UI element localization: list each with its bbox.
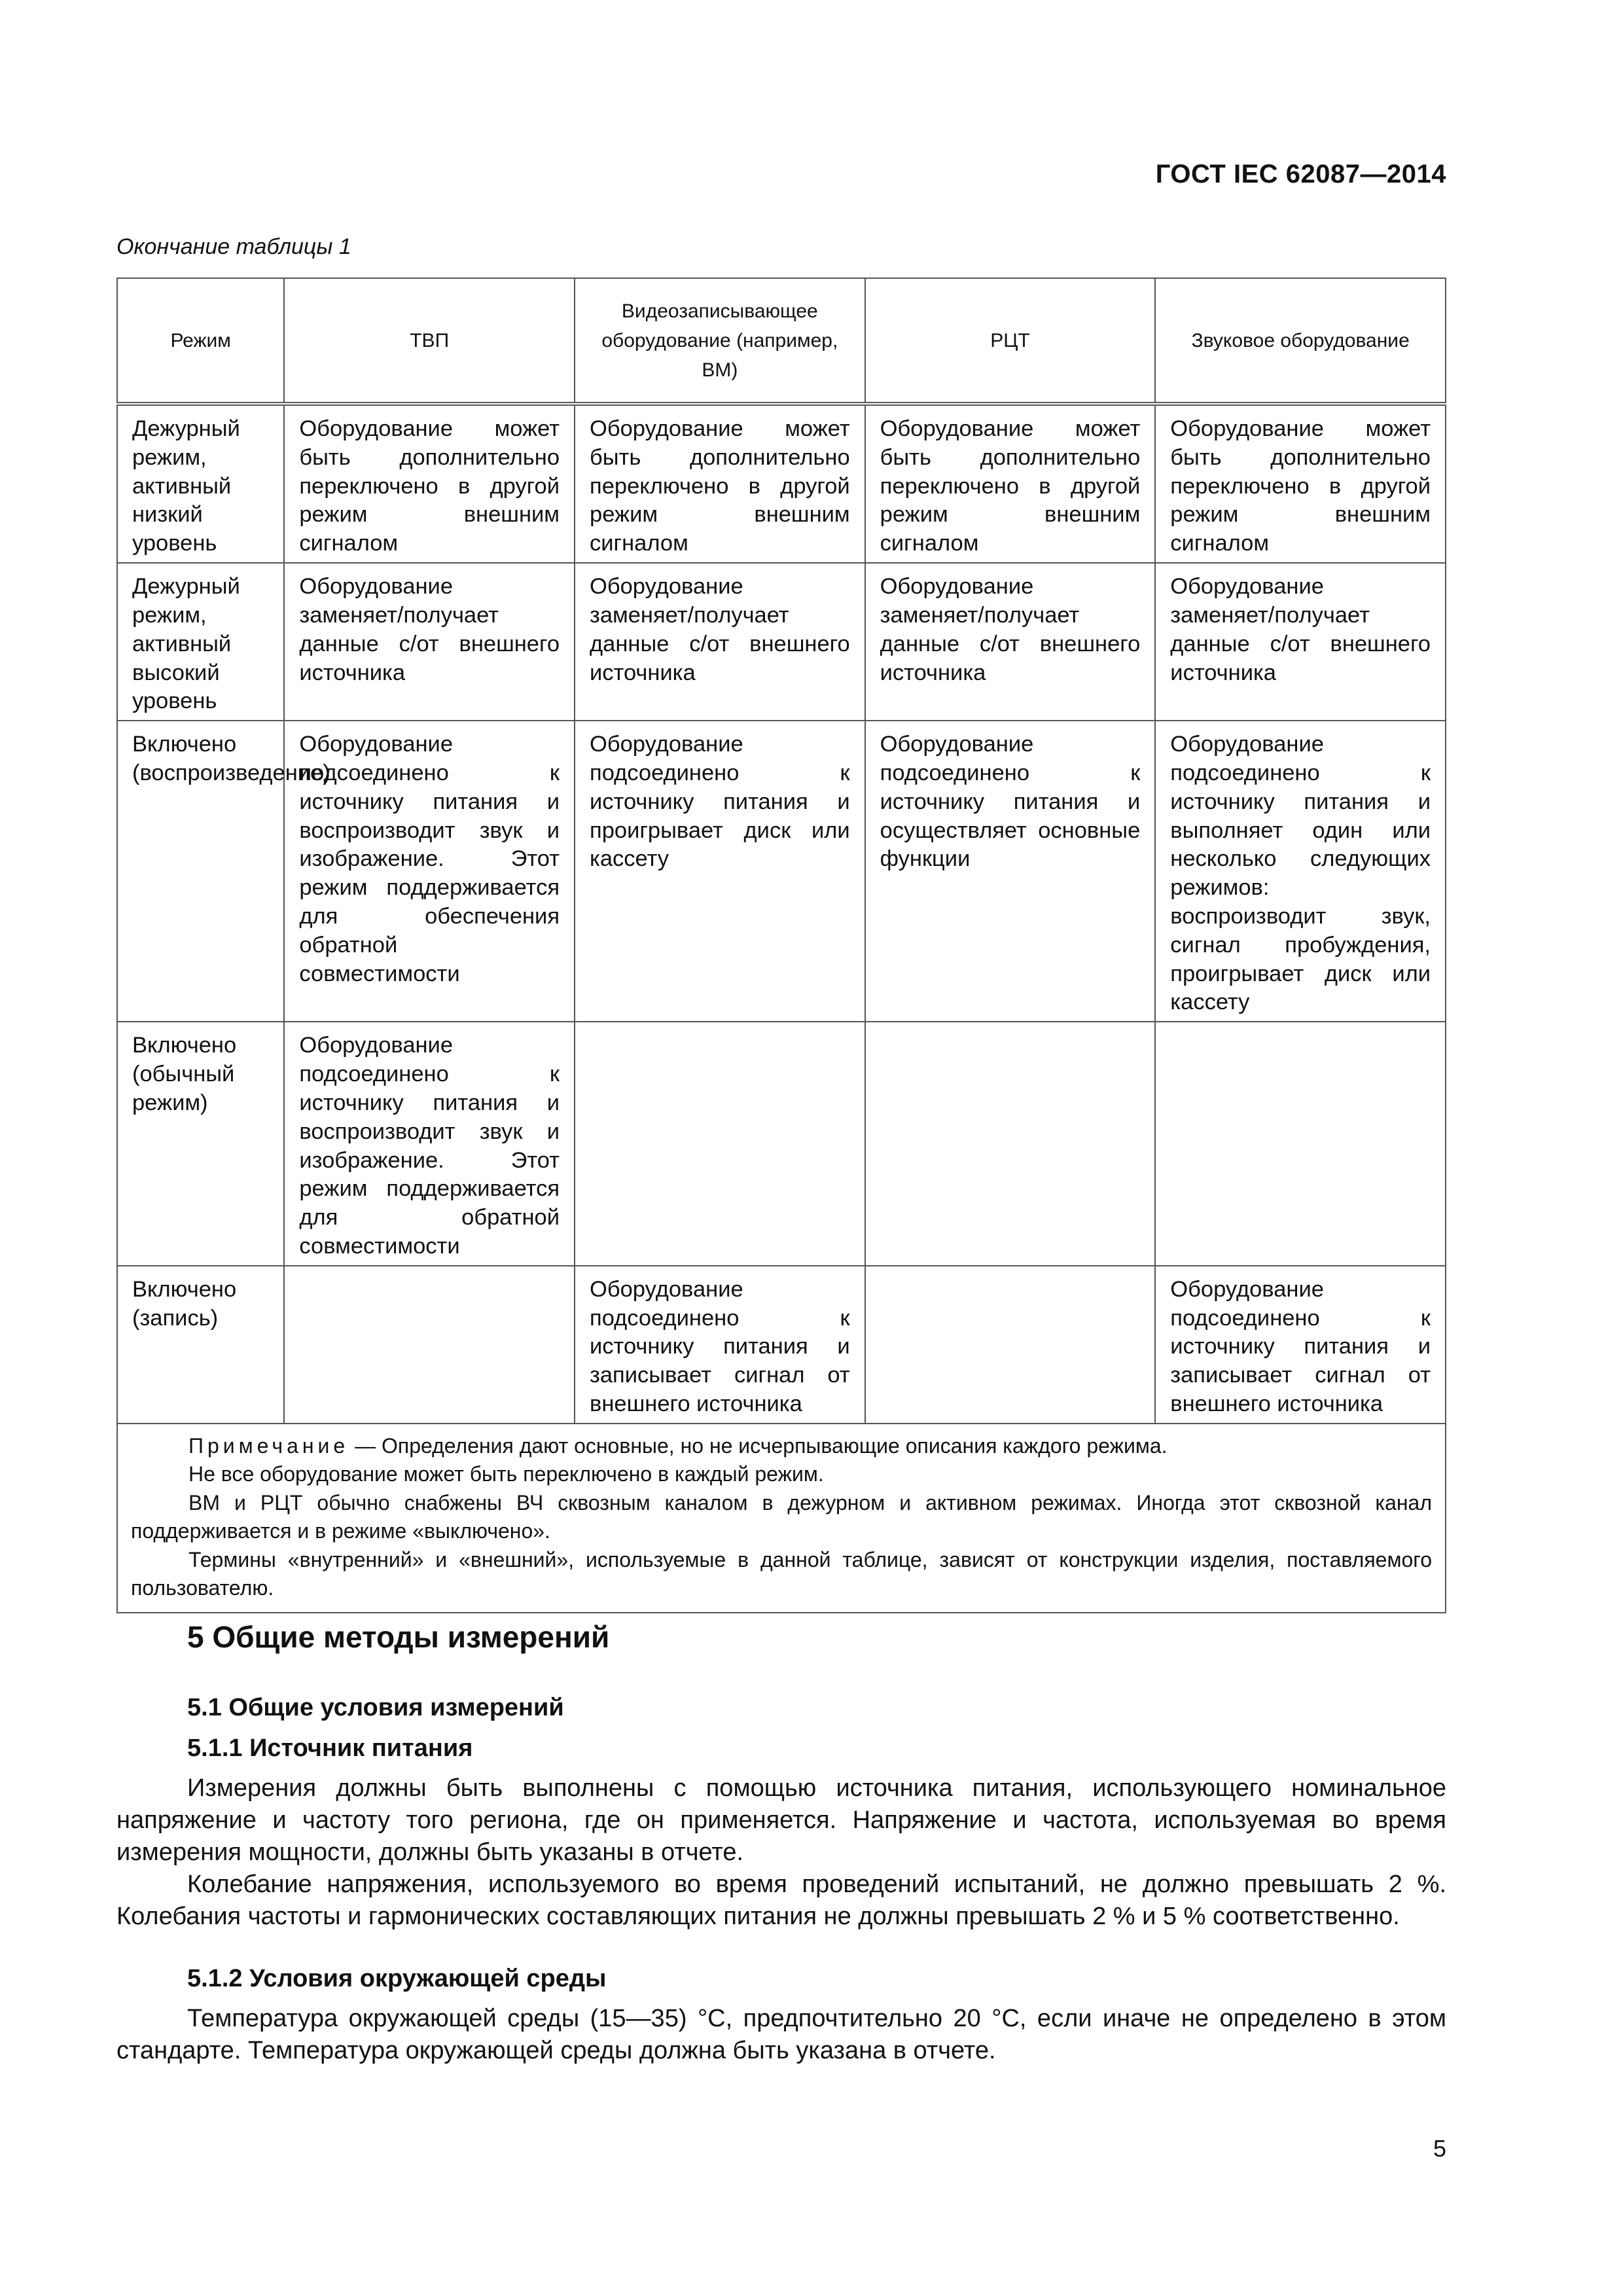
column-header-mode: Режим	[117, 278, 284, 404]
row-mode-cell: Включено (запись)	[117, 1266, 284, 1424]
paragraph: Измерения должны быть выполнены с помощью источника питания, использующего номинальное напряжение и частоту того региона, где он применяется. Напряжение и частота, используемая во время измерения мощности, должны быть указаны в отчете.	[116, 1774, 1446, 1867]
paragraph: Температура окружающей среды (15—35) °С, предпочтительно 20 °С, если иначе не определено в этом стандарте. Температура окружающей среды должна быть указана в отчете.	[116, 2005, 1446, 2065]
environment-paragraphs	[116, 2003, 1446, 2067]
table-cell	[865, 1022, 1156, 1266]
table-cell	[1155, 1022, 1446, 1266]
table-cell: Оборудование может быть дополнительно переключено в другой режим внешним сигналом	[865, 404, 1156, 563]
modes-table-container	[116, 278, 1446, 1613]
table-cell: Оборудование подсоединено к источнику питания и воспроизводит звук и изображение. Этот режим поддерживается для обратной совместимости	[284, 1022, 575, 1266]
table-cell	[575, 1022, 865, 1266]
table-cell: Оборудование подсоединено к источнику питания и выполняет один или несколько следующих режимов: воспроизводит звук, сигнал пробуждения, проигрывает диск или кассету	[1155, 721, 1446, 1022]
table-caption: Окончание таблицы 1	[116, 234, 351, 259]
table-row	[117, 1266, 1446, 1424]
note-first-text: — Определения дают основные, но не исчерпывающие описания каждого режима.	[349, 1433, 1168, 1458]
subsection-heading-5-1-1: 5.1.1 Источник питания	[187, 1734, 473, 1762]
power-supply-paragraphs	[116, 1772, 1446, 1933]
table-cell: Оборудование подсоединено к источнику питания и записывает сигнал от внешнего источника	[575, 1266, 865, 1424]
subsection-heading-5-1: 5.1 Общие условия измерений	[187, 1694, 564, 1721]
table-cell: Оборудование может быть дополнительно переключено в другой режим внешним сигналом	[284, 404, 575, 563]
row-mode-cell: Включено (воспроизведение)	[117, 721, 284, 1022]
table-cell: Оборудование подсоединено к источнику питания и воспроизводит звук и изображение. Этот режим поддерживается для обеспечения обратной совместимости	[284, 721, 575, 1022]
table-header-row	[117, 278, 1446, 404]
page-number: 5	[1433, 2135, 1446, 2162]
table-cell: Оборудование может быть дополнительно переключено в другой режим внешним сигналом	[575, 404, 865, 563]
table-row	[117, 1022, 1446, 1266]
note-line: Не все оборудование может быть переключено в каждый режим.	[188, 1462, 824, 1486]
modes-table	[116, 278, 1446, 1613]
table-cell: Оборудование подсоединено к источнику питания и записывает сигнал от внешнего источника	[1155, 1266, 1446, 1424]
table-cell: Оборудование может быть дополнительно переключено в другой режим внешним сигналом	[1155, 404, 1446, 563]
table-cell: Оборудование заменяет/получает данные с/от внешнего источника	[865, 563, 1156, 721]
table-cell: Оборудование заменяет/получает данные с/от внешнего источника	[1155, 563, 1446, 721]
section-heading: 5 Общие методы измерений	[187, 1620, 610, 1654]
row-mode-cell: Дежурный режим, активный высокий уровень	[117, 563, 284, 721]
column-header-tvp: ТВП	[284, 278, 575, 404]
row-mode-cell: Включено (обычный режим)	[117, 1022, 284, 1266]
table-cell: Оборудование заменяет/получает данные с/от внешнего источника	[575, 563, 865, 721]
column-header-video-recorder: Видеозаписывающее оборудование (например, ВМ)	[575, 278, 865, 404]
table-row	[117, 563, 1446, 721]
table-cell: Оборудование подсоединено к источнику питания и осуществляет основные функции	[865, 721, 1156, 1022]
note-label: Примечание	[188, 1433, 349, 1458]
table-row	[117, 721, 1446, 1022]
document-code: ГОСТ IEC 62087—2014	[1155, 160, 1446, 188]
paragraph: Колебание напряжения, используемого во время проведений испытаний, не должно превышать 2 %. Колебания частоты и гармонических составляющих питания не должны превышать 2 % и 5 % соответственно.	[116, 1871, 1446, 1931]
table-cell	[865, 1266, 1156, 1424]
column-header-rct: РЦТ	[865, 278, 1156, 404]
note-line: Термины «внутренний» и «внешний», используемые в данной таблице, зависят от конструкции изделия, поставляемого пользователю.	[131, 1547, 1432, 1600]
table-cell: Оборудование подсоединено к источнику питания и проигрывает диск или кассету	[575, 721, 865, 1022]
column-header-audio: Звуковое оборудование	[1155, 278, 1446, 404]
note-line	[131, 1432, 1432, 1461]
row-mode-cell: Дежурный режим, активный низкий уровень	[117, 404, 284, 563]
table-cell: Оборудование заменяет/получает данные с/от внешнего источника	[284, 563, 575, 721]
table-row	[117, 404, 1446, 563]
subsection-heading-5-1-2: 5.1.2 Условия окружающей среды	[187, 1965, 607, 1992]
table-note-row	[117, 1424, 1446, 1613]
table-cell	[284, 1266, 575, 1424]
note-line: ВМ и РЦТ обычно снабжены ВЧ сквозным каналом в дежурном и активном режимах. Иногда этот сквозной канал поддерживается и в режиме «выключено».	[131, 1490, 1432, 1543]
table-note	[117, 1424, 1446, 1613]
